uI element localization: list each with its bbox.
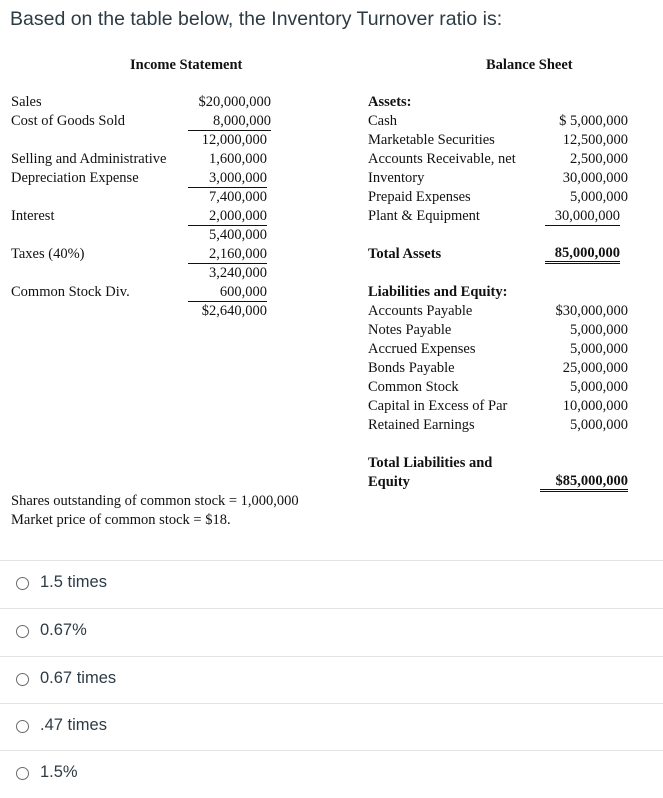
total-le-value: $85,000,000	[540, 473, 628, 492]
asset-row-label: Prepaid Expenses	[368, 189, 471, 205]
ebt-value: 5,400,000	[209, 227, 267, 243]
asset-row-value: 30,000,000	[545, 207, 620, 226]
answer-option-1[interactable]	[0, 560, 663, 608]
liability-row-value: 5,000,000	[570, 379, 628, 395]
sales-label: Sales	[11, 94, 42, 110]
total-le-label-line2: Equity	[368, 474, 410, 490]
option-label: 0.67%	[40, 621, 87, 639]
asset-row-value: 5,000,000	[570, 189, 628, 205]
sales-value: $20,000,000	[198, 94, 271, 110]
answer-option-4[interactable]	[0, 703, 663, 751]
liability-row-label: Accrued Expenses	[368, 341, 476, 357]
market-price-note: Market price of common stock = $18.	[11, 512, 231, 528]
dividends-value: 600,000	[188, 283, 267, 302]
shares-outstanding-note: Shares outstanding of common stock = 1,000,000	[11, 493, 299, 509]
interest-value: 2,000,000	[188, 207, 267, 226]
balance-sheet-title: Balance Sheet	[486, 57, 573, 73]
sga-label: Selling and Administrative	[11, 151, 167, 167]
answer-option-2[interactable]	[0, 608, 663, 656]
liability-row-label: Common Stock	[368, 379, 459, 395]
option-label: 0.67 times	[40, 669, 117, 687]
question-text: Based on the table below, the Inventory Turnover ratio is:	[10, 8, 503, 30]
ebit-value: 7,400,000	[209, 189, 267, 205]
depreciation-label: Depreciation Expense	[11, 170, 139, 186]
liability-row-value: 10,000,000	[562, 398, 628, 414]
liability-row-label: Bonds Payable	[368, 360, 455, 376]
interest-label: Interest	[11, 208, 55, 224]
asset-row-value: 12,500,000	[562, 132, 628, 148]
liability-row-label: Notes Payable	[368, 322, 452, 338]
option-label: 1.5%	[40, 763, 78, 781]
liability-row-value: 5,000,000	[570, 322, 628, 338]
radio-button[interactable]	[16, 673, 29, 686]
liability-row-label: Accounts Payable	[368, 303, 473, 319]
net-income-value: 3,240,000	[209, 265, 267, 281]
asset-row-value: 30,000,000	[562, 170, 628, 186]
liability-row-value: 5,000,000	[570, 341, 628, 357]
depreciation-value: 3,000,000	[188, 169, 267, 188]
liability-row-value: 5,000,000	[570, 417, 628, 433]
liability-row-value: $30,000,000	[555, 303, 628, 319]
liability-row-label: Capital in Excess of Par	[368, 398, 508, 414]
income-statement-title: Income Statement	[130, 57, 243, 73]
asset-row-value: $ 5,000,000	[559, 113, 628, 129]
total-le-label-line1: Total Liabilities and	[368, 455, 493, 471]
asset-row-label: Inventory	[368, 170, 425, 186]
radio-button[interactable]	[16, 577, 29, 590]
option-label: 1.5 times	[40, 573, 107, 591]
assets-heading: Assets:	[368, 94, 412, 110]
cogs-label: Cost of Goods Sold	[11, 113, 126, 129]
total-assets-label: Total Assets	[368, 246, 442, 262]
taxes-value: 2,160,000	[188, 245, 267, 264]
liability-row-value: 25,000,000	[562, 360, 628, 376]
asset-row-value: 2,500,000	[570, 151, 628, 167]
cogs-value: 8,000,000	[188, 112, 271, 131]
liability-row-label: Retained Earnings	[368, 417, 475, 433]
sga-value: 1,600,000	[209, 151, 267, 167]
asset-row-label: Cash	[368, 113, 397, 129]
option-label: .47 times	[40, 716, 107, 734]
liabilities-heading: Liabilities and Equity:	[368, 284, 508, 300]
answer-option-5[interactable]	[0, 750, 663, 798]
answer-option-3[interactable]	[0, 656, 663, 704]
dividends-label: Common Stock Div.	[11, 284, 130, 300]
retained-earnings-addition-value: $2,640,000	[201, 303, 267, 319]
asset-row-label: Accounts Receivable, net	[368, 151, 516, 167]
taxes-label: Taxes (40%)	[11, 246, 85, 262]
radio-button[interactable]	[16, 625, 29, 638]
asset-row-label: Plant & Equipment	[368, 208, 480, 224]
asset-row-label: Marketable Securities	[368, 132, 495, 148]
radio-button[interactable]	[16, 767, 29, 780]
radio-button[interactable]	[16, 720, 29, 733]
gross-profit-value: 12,000,000	[201, 132, 267, 148]
total-assets-value: 85,000,000	[545, 245, 620, 264]
